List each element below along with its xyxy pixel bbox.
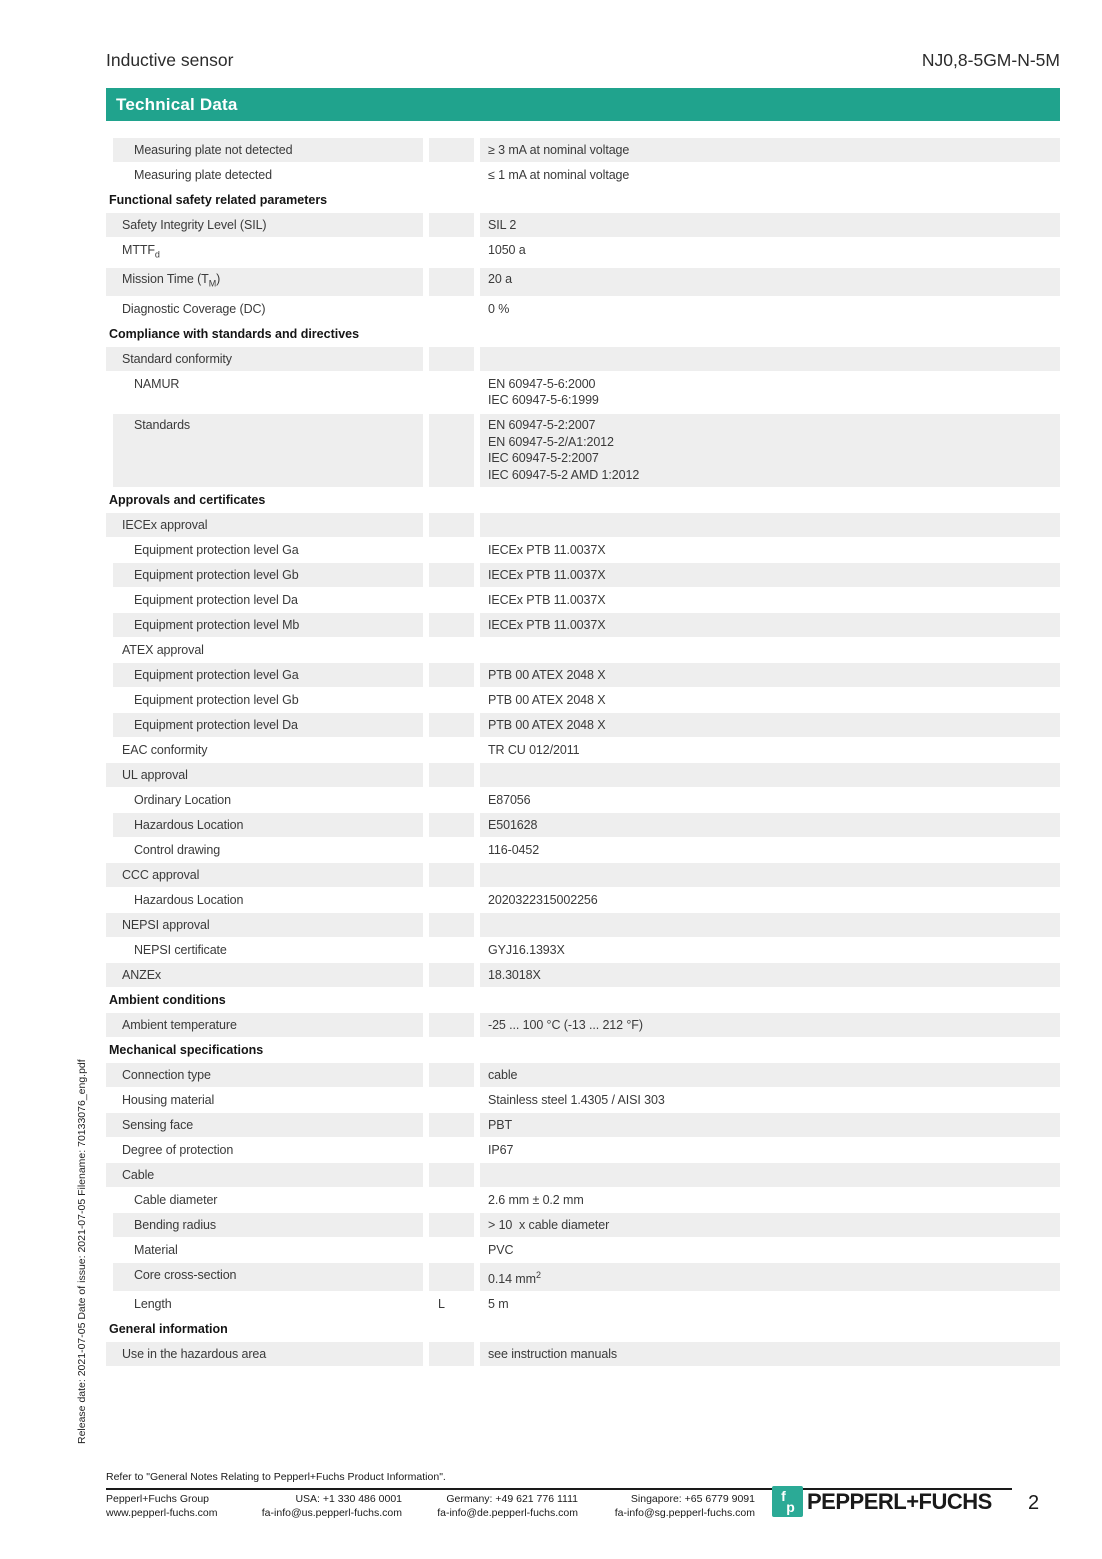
row-value: E87056 [480, 788, 1060, 812]
row-label: Use in the hazardous area [106, 1342, 423, 1366]
row-label: Standard conformity [106, 347, 423, 371]
row-label: EAC conformity [106, 738, 423, 762]
row-symbol [429, 297, 474, 321]
row-value [480, 513, 1060, 537]
row-value [480, 913, 1060, 937]
row-value: see instruction manuals [480, 1342, 1060, 1366]
table-row [106, 1113, 1060, 1137]
table-row [113, 1263, 1060, 1291]
row-label: Hazardous Location [113, 813, 423, 837]
row-symbol [429, 538, 474, 562]
row-symbol [429, 1163, 474, 1187]
row-symbol [429, 372, 474, 412]
row-value: Stainless steel 1.4305 / AISI 303 [480, 1088, 1060, 1112]
row-value: 18.3018X [480, 963, 1060, 987]
row-label: Connection type [106, 1063, 423, 1087]
product-code: NJ0,8-5GM-N-5M [921, 50, 1060, 70]
row-value: IECEx PTB 11.0037X [480, 588, 1060, 612]
table-row [106, 738, 1060, 762]
table-row [113, 1188, 1060, 1212]
row-label: Standards [113, 414, 423, 487]
row-label: UL approval [106, 763, 423, 787]
banner-title: Technical Data [116, 95, 238, 114]
row-symbol [429, 1013, 474, 1037]
row-symbol [429, 138, 474, 162]
row-label: Equipment protection level Gb [113, 688, 423, 712]
section-header: Approvals and certificates [109, 492, 266, 507]
contact-line1: Pepperl+Fuchs Group [106, 1493, 210, 1505]
row-label: Core cross-section [113, 1263, 423, 1291]
row-value: 0.14 $mm^2$ [480, 1263, 1060, 1291]
table-row [106, 513, 1060, 537]
row-label: Sensing face [106, 1113, 423, 1137]
row-symbol [429, 963, 474, 987]
row-value: GYJ16.1393X [480, 938, 1060, 962]
row-symbol [429, 738, 474, 762]
section-header: General information [109, 1321, 228, 1336]
table-row [113, 663, 1060, 687]
row-value: ≥ 3 mA at nominal voltage [480, 138, 1060, 162]
table-row [113, 688, 1060, 712]
row-label: Equipment protection level Ga [113, 538, 423, 562]
row-value: -25 ... 100 °C (-13 ... 212 °F) [480, 1013, 1060, 1037]
table-row [113, 613, 1060, 637]
row-label: Material [113, 1238, 423, 1262]
release-info-vertical-note: Release date: 2021-07-05 Date of issue: 2021-07-05 Filename: 70133076_eng.pdf [76, 1059, 88, 1444]
page-number: 2 [1028, 1492, 1040, 1514]
table-row [106, 1342, 1060, 1366]
row-symbol [429, 638, 474, 662]
row-symbol [429, 1342, 474, 1366]
row-label: Length [113, 1292, 423, 1316]
row-symbol [429, 838, 474, 862]
row-symbol [429, 1213, 474, 1237]
table-row [106, 863, 1060, 887]
row-value: ≤ 1 mA at nominal voltage [480, 163, 1060, 187]
table-row [106, 1063, 1060, 1087]
row-symbol [429, 1188, 474, 1212]
row-label: $MTTF_d$ [106, 238, 423, 266]
table-row [113, 1292, 1060, 1316]
row-label: ATEX approval [106, 638, 423, 662]
row-label: Measuring plate not detected [113, 138, 423, 162]
row-value: 20 a [480, 268, 1060, 296]
section-header: Functional safety related parameters [109, 192, 328, 207]
row-label: Equipment protection level Da [113, 588, 423, 612]
table-row [106, 1088, 1060, 1112]
row-symbol [429, 763, 474, 787]
row-symbol [429, 713, 474, 737]
row-label: Ordinary Location [113, 788, 423, 812]
table-row [113, 888, 1060, 912]
row-symbol [429, 1088, 474, 1112]
contact-line2: www.pepperl-fuchs.com [106, 1506, 218, 1519]
row-label: Hazardous Location [113, 888, 423, 912]
row-symbol [429, 888, 474, 912]
row-symbol [429, 813, 474, 837]
table-row [106, 1138, 1060, 1162]
row-value: E501628 [480, 813, 1060, 837]
table-row [113, 813, 1060, 837]
table-row [113, 1238, 1060, 1262]
table-row [113, 788, 1060, 812]
row-label: NEPSI certificate [113, 938, 423, 962]
contact-line2: fa-info@us.pepperl-fuchs.com [261, 1506, 402, 1519]
table-row [106, 913, 1060, 937]
contact-line1: Singapore: +65 6779 9091 [630, 1493, 755, 1505]
refer-note: Refer to "General Notes Relating to Pepperl+Fuchs Product Information". [106, 1471, 446, 1483]
document-header [106, 50, 1060, 71]
row-symbol [429, 513, 474, 537]
row-symbol [429, 788, 474, 812]
row-symbol [429, 1063, 474, 1087]
doc-type-title: Inductive sensor [106, 50, 234, 70]
row-value: 5 m [480, 1292, 1060, 1316]
row-value: 1050 a [480, 238, 1060, 266]
row-value: SIL 2 [480, 213, 1060, 237]
row-value [480, 347, 1060, 371]
row-label: ANZEx [106, 963, 423, 987]
contact-singapore [582, 1493, 755, 1520]
table-row [113, 838, 1060, 862]
table-row [113, 713, 1060, 737]
row-label: Cable [106, 1163, 423, 1187]
row-symbol [429, 688, 474, 712]
table-row [106, 1163, 1060, 1187]
table-row [106, 347, 1060, 371]
row-label: Bending radius [113, 1213, 423, 1237]
table-row [106, 213, 1060, 237]
row-symbol [429, 588, 474, 612]
section-header: Mechanical specifications [109, 1042, 264, 1057]
row-value: IECEx PTB 11.0037X [480, 538, 1060, 562]
row-label: Equipment protection level Da [113, 713, 423, 737]
table-row [113, 563, 1060, 587]
row-label: CCC approval [106, 863, 423, 887]
row-label: Safety Integrity Level (SIL) [106, 213, 423, 237]
table-row [113, 414, 1060, 487]
row-label: NAMUR [113, 372, 423, 412]
row-label: Housing material [106, 1088, 423, 1112]
contact-line2: fa-info@sg.pepperl-fuchs.com [614, 1506, 755, 1519]
row-value: EN 60947-5-2:2007 EN 60947-5-2/A1:2012 IEC 60947-5-2:2007 IEC 60947-5-2 AMD 1:2012 [480, 414, 1060, 487]
row-symbol [429, 1113, 474, 1137]
section-header: Compliance with standards and directives [109, 326, 360, 341]
row-value: PVC [480, 1238, 1060, 1262]
row-symbol [429, 913, 474, 937]
row-value [480, 638, 1060, 662]
row-value: 116-0452 [480, 838, 1060, 862]
table-row [113, 1213, 1060, 1237]
row-label: Equipment protection level Gb [113, 563, 423, 587]
row-symbol [429, 414, 474, 487]
row-value: 0 % [480, 297, 1060, 321]
row-value [480, 863, 1060, 887]
row-symbol [429, 238, 474, 266]
row-label: Equipment protection level Ga [113, 663, 423, 687]
row-symbol [429, 663, 474, 687]
row-symbol [429, 347, 474, 371]
row-value: IECEx PTB 11.0037X [480, 613, 1060, 637]
row-value: PBT [480, 1113, 1060, 1137]
row-label: Control drawing [113, 838, 423, 862]
contact-germany [404, 1493, 578, 1520]
row-label: Equipment protection level Mb [113, 613, 423, 637]
row-symbol [429, 213, 474, 237]
row-value [480, 763, 1060, 787]
row-label: IECEx approval [106, 513, 423, 537]
row-symbol [429, 163, 474, 187]
row-value [480, 1163, 1060, 1187]
row-label: Ambient temperature [106, 1013, 423, 1037]
row-value: 2.6 mm ± 0.2 mm [480, 1188, 1060, 1212]
table-row [113, 938, 1060, 962]
row-symbol [429, 268, 474, 296]
row-value: TR CU 012/2011 [480, 738, 1060, 762]
table-row [106, 297, 1060, 321]
row-label: Cable diameter [113, 1188, 423, 1212]
row-symbol [429, 1263, 474, 1291]
row-value: 2020322315002256 [480, 888, 1060, 912]
contact-line2: fa-info@de.pepperl-fuchs.com [437, 1506, 578, 1519]
row-value: PTB 00 ATEX 2048 X [480, 688, 1060, 712]
table-row [106, 638, 1060, 662]
row-value: > 10 x cable diameter [480, 1213, 1060, 1237]
row-symbol [429, 938, 474, 962]
row-symbol [429, 1238, 474, 1262]
contact-usa [230, 1493, 402, 1520]
row-label: Measuring plate detected [113, 163, 423, 187]
table-row [113, 138, 1060, 162]
table-row [113, 163, 1060, 187]
technical-data-banner [106, 88, 1060, 121]
table-row [106, 1013, 1060, 1037]
pepperl-fuchs-logo-icon [772, 1486, 803, 1517]
row-symbol [429, 863, 474, 887]
row-symbol [429, 563, 474, 587]
table-row [113, 588, 1060, 612]
table-row [106, 763, 1060, 787]
row-value: PTB 00 ATEX 2048 X [480, 713, 1060, 737]
table-row [106, 963, 1060, 987]
table-row [113, 538, 1060, 562]
row-symbol [429, 613, 474, 637]
row-label: NEPSI approval [106, 913, 423, 937]
row-value: IECEx PTB 11.0037X [480, 563, 1060, 587]
row-label: Mission Time $(T_M)$ [106, 268, 423, 296]
contact-line1: Germany: +49 621 776 1111 [446, 1493, 578, 1505]
row-value: IP67 [480, 1138, 1060, 1162]
logo-letter-f: f [781, 1487, 786, 1504]
contact-line1: USA: +1 330 486 0001 [295, 1493, 402, 1505]
table-row [106, 238, 1060, 266]
row-value: EN 60947-5-6:2000 IEC 60947-5-6:1999 [480, 372, 1060, 412]
logo-letter-p: p [786, 1498, 795, 1515]
brand-name: PEPPERL+FUCHS [807, 1488, 992, 1514]
row-symbol [429, 1138, 474, 1162]
table-row [106, 268, 1060, 296]
row-symbol: L [429, 1292, 474, 1316]
technical-data-table [106, 138, 1060, 1367]
table-row [113, 372, 1060, 412]
row-label: Degree of protection [106, 1138, 423, 1162]
pepperl-fuchs-brand [772, 1486, 992, 1517]
row-value: cable [480, 1063, 1060, 1087]
row-value: PTB 00 ATEX 2048 X [480, 663, 1060, 687]
section-header: Ambient conditions [109, 992, 226, 1007]
row-label: Diagnostic Coverage (DC) [106, 297, 423, 321]
